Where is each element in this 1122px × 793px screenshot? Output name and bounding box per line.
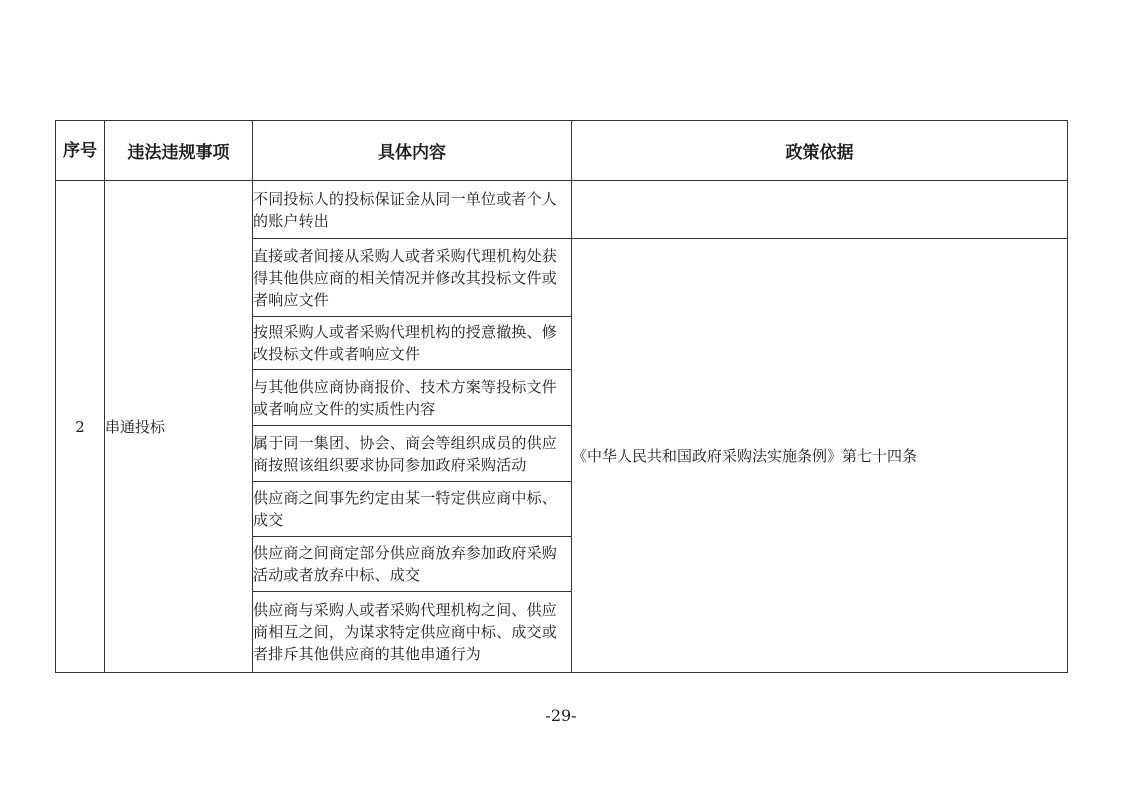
header-content: 具体内容 — [253, 121, 572, 181]
row-seq: 2 — [56, 181, 105, 673]
content-item: 供应商与采购人或者采购代理机构之间、供应商相互之间，为谋求特定供应商中标、成交或者排斥其他供应商的其他串通行为 — [253, 592, 572, 673]
content-item: 供应商之间商定部分供应商放弃参加政府采购活动或者放弃中标、成交 — [253, 537, 572, 592]
violations-table — [55, 120, 1068, 673]
content-item: 直接或者间接从采购人或者采购代理机构处获得其他供应商的相关情况并修改其投标文件或者响应文件 — [253, 239, 572, 317]
table-header-row — [56, 121, 1068, 181]
policy-basis: 《中华人民共和国政府采购法实施条例》第七十四条 — [572, 239, 1068, 673]
content-item: 供应商之间事先约定由某一特定供应商中标、成交 — [253, 482, 572, 537]
row-category: 串通投标 — [105, 181, 253, 673]
content-item: 属于同一集团、协会、商会等组织成员的供应商按照该组织要求协同参加政府采购活动 — [253, 426, 572, 482]
content-item: 不同投标人的投标保证金从同一单位或者个人的账户转出 — [253, 181, 572, 239]
header-seq: 序号 — [56, 121, 105, 181]
header-basis: 政策依据 — [572, 121, 1068, 181]
header-violation: 违法违规事项 — [105, 121, 253, 181]
table-row — [56, 181, 1068, 239]
content-item: 与其他供应商协商报价、技术方案等投标文件或者响应文件的实质性内容 — [253, 370, 572, 426]
content-item: 按照采购人或者采购代理机构的授意撤换、修改投标文件或者响应文件 — [253, 317, 572, 370]
page-number: -29- — [545, 706, 577, 725]
basis-cell-empty — [572, 181, 1068, 239]
